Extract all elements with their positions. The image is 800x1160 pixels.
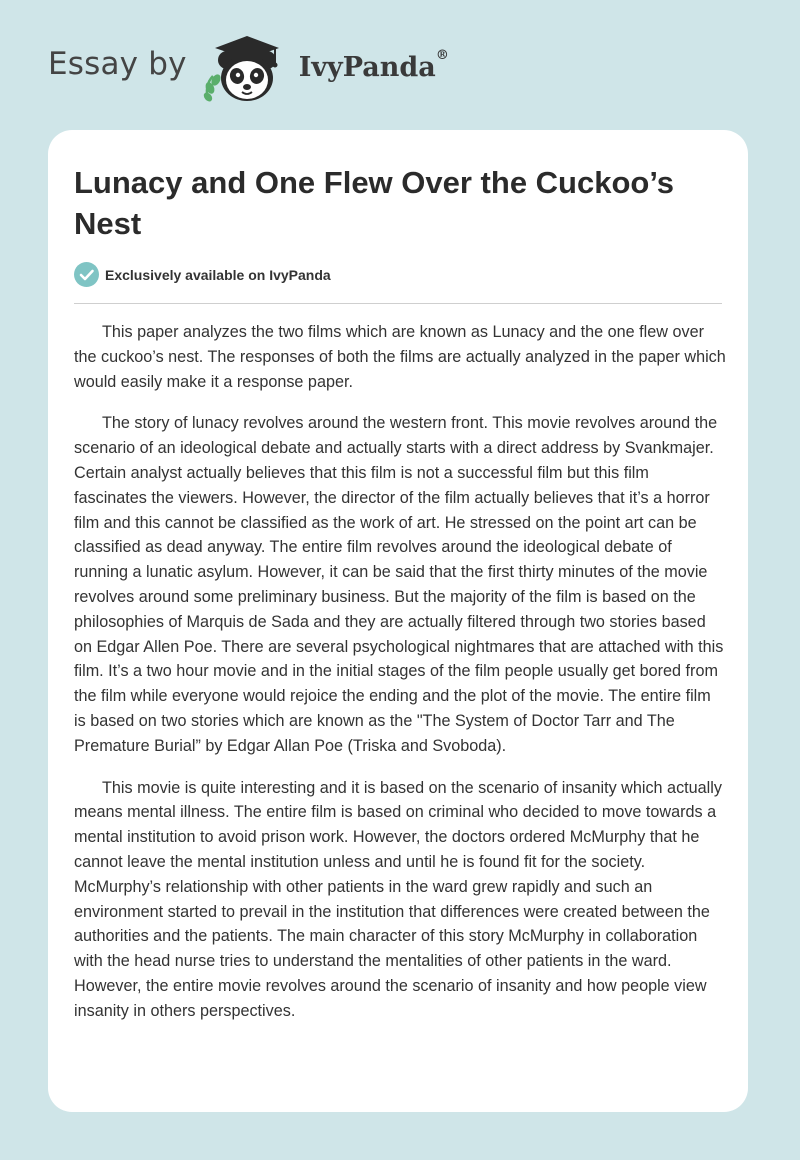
check-circle-icon xyxy=(74,262,99,287)
essay-by-label: Essay by xyxy=(48,46,187,82)
brand-text: IvyPanda xyxy=(298,51,436,83)
paragraph-3: This movie is quite interesting and it is based on the scenario of insanity which actually means mental illness. The entire film is based on criminal who decided to move towards a mental institution to avoid prison work. However, the doctors ordered McMurphy that he cannot leave the mental institution unless and until he is found fit for the society. McMurphy’s relationship with other patients in the ward grew rapidly and such an environment started to prevail in the institution that differences were created between the authorities and the patients. The main character of this story McMurphy in collaboration with the head nurse tries to understand the mentalities of other patients in the ward. However, the entire movie revolves around the scenario of insanity and how people view insanity in others perspectives. xyxy=(74,778,722,1020)
brand-name[interactable] xyxy=(298,47,449,83)
article-card xyxy=(48,130,748,1112)
exclusive-badge-text: Exclusively available on IvyPanda xyxy=(105,266,331,283)
site-header xyxy=(48,30,449,110)
trademark-symbol: ® xyxy=(435,47,449,63)
exclusive-badge xyxy=(74,262,331,287)
article-body xyxy=(74,320,726,1041)
page-title: Lunacy and One Flew Over the Cuckoo’s Nest xyxy=(74,165,675,241)
paragraph-1: This paper analyzes the two films which are known as Lunacy and the one flew over the cuckoo’s nest. The responses of both the films are actually analyzed in the paper which would easily make it a response paper. xyxy=(74,323,726,391)
panda-graduate-icon[interactable] xyxy=(201,30,293,110)
paragraph-2: The story of lunacy revolves around the western front. This movie revolves around the scenario of an ideological debate and actually starts with a direct address by Svankmajer. Certain analyst actually believes that this film is not a successful film but this film fascinates the viewers. However, the director of the film actually believes that it’s a horror film and this cannot be classified as the work of art. He stressed on the point art can be classified as dead anyway. The entire film revolves around the ideological debate of running a lunatic asylum. However, it can be said that the first thirty minutes of the movie revolves around some preliminary business. But the majority of the film is based on the philosophies of Marquis de Sada and they are actually filtered through two stories based on Edgar Allen Poe. There are several psychological nightmares that are attached with this film. It’s a two hour movie and in the initial stages of the film people usually get bored from the film while everyone would rejoice the ending and the plot of the movie. The entire film is based on two stories which are known as the "The System of Doctor Tarr and The Premature Burial” by Edgar Allan Poe (Triska and Svoboda). xyxy=(74,414,724,755)
divider xyxy=(74,303,722,304)
